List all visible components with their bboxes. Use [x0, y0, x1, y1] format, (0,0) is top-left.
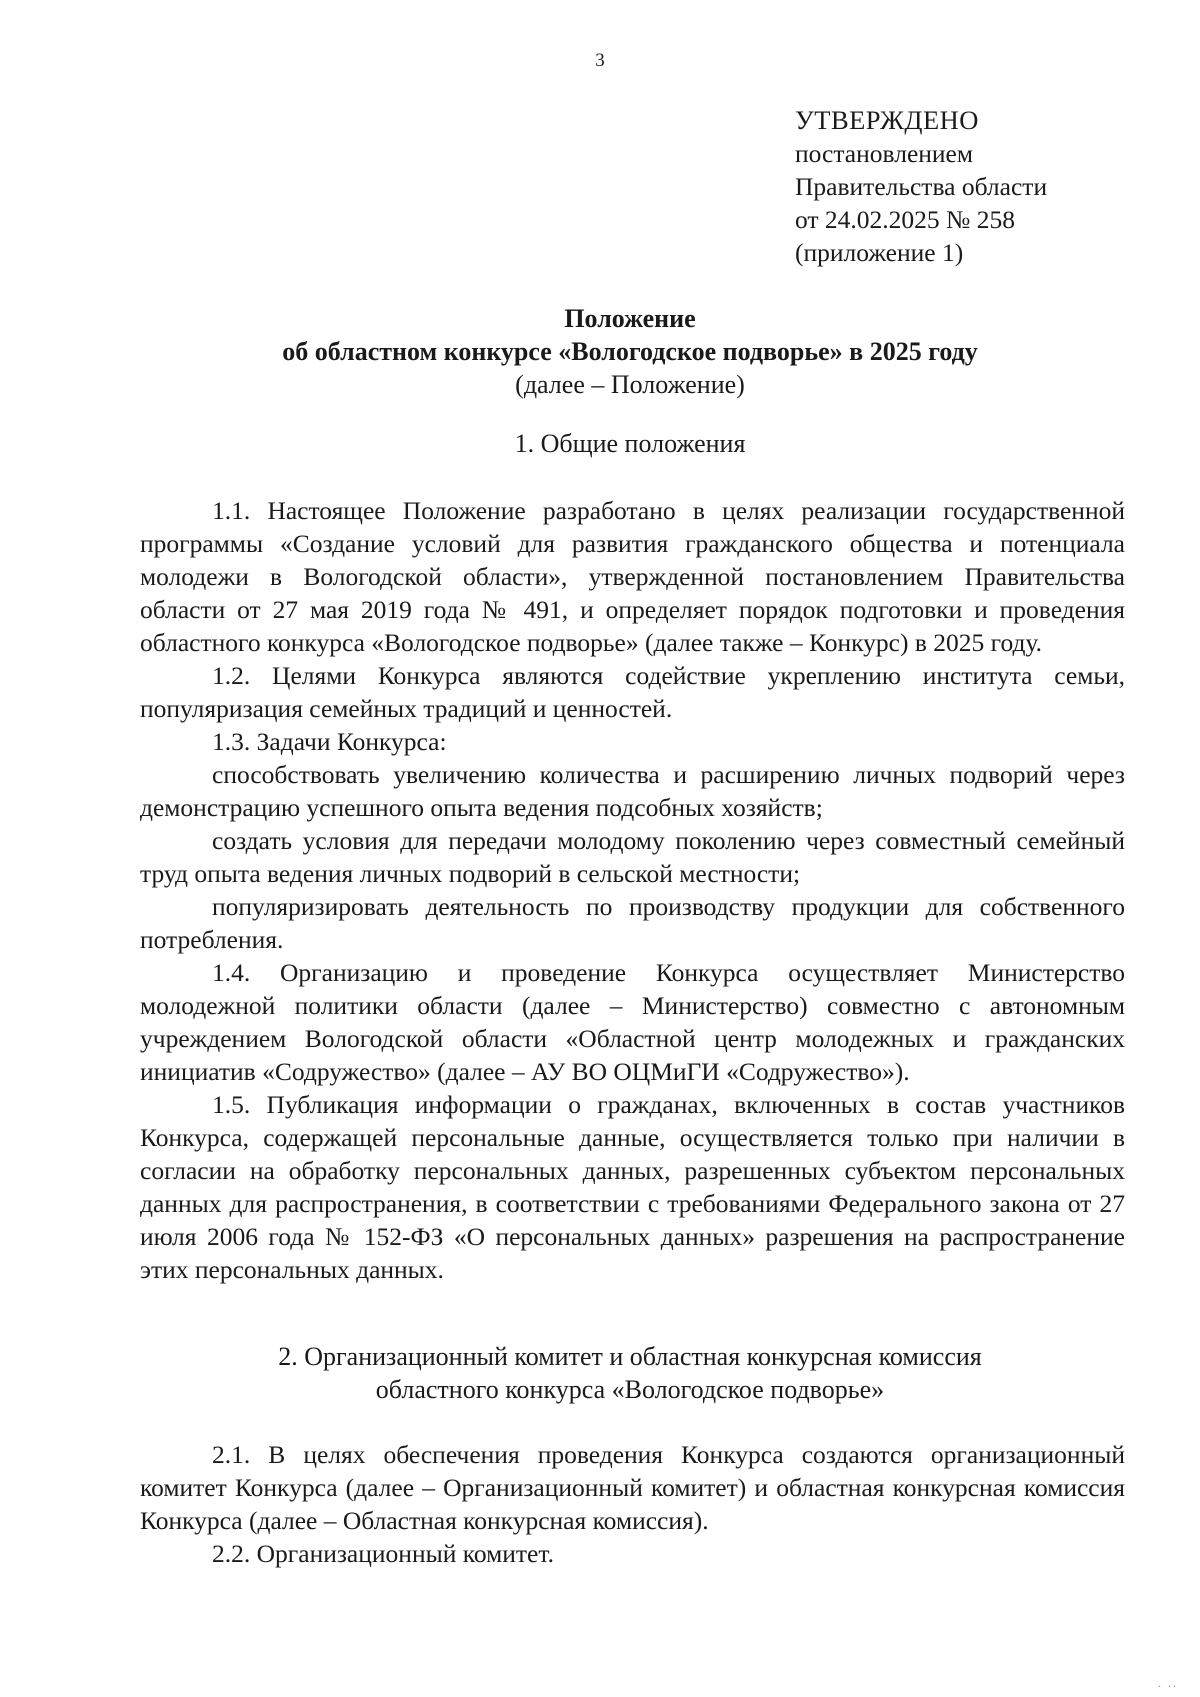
paragraph-1-2: 1.2. Целями Конкурса являются содействие укреплению института семьи, популяризация семейных традиций и ценностей. — [140, 661, 1125, 723]
paragraph-1-1: 1.1. Настоящее Положение разработано в целях реализации государственной программы «Создание условий для развития гражданского общества и потенциала молодежи в Вологодской области», утвержденной постановлением Правительства области от 27 мая 2019 года № 491, и определяет порядок подготовки и проведения областного конкурса «Вологодское подворье» (далее также – Конкурс) в 2025 году. — [140, 496, 1125, 657]
document-title-line-2: об областном конкурсе «Вологодское подворье» в 2025 году — [282, 337, 978, 366]
document-title-line-1: Положение — [564, 304, 696, 333]
paragraph-1-3-task-1: способствовать увеличению количества и расширению личных подворий через демонстрацию успешного опыта ведения подсобных хозяйств; — [140, 760, 1125, 822]
paragraph-2-1: 2.1. В целях обеспечения проведения Конкурса создаются организационный комитет Конкурса (далее – Организационный комитет) и областная конкурсная комиссия Конкурса (далее – Областная конкурсная комиссия). — [140, 1440, 1125, 1535]
section-1-body — [140, 494, 1125, 1286]
paragraph-1-3: 1.3. Задачи Конкурса: — [212, 727, 447, 756]
document-title-line-3: (далее – Положение) — [515, 370, 745, 399]
paragraph-1-4: 1.4. Организацию и проведение Конкурса осуществляет Министерство молодежной политики области (далее – Министерство) совместно с автономным учреждением Вологодской области «Областной центр молодежных и гражданских инициатив «Содружество» (далее – АУ ВО ОЦМиГИ «Содружество»). — [140, 958, 1125, 1086]
paragraph-1-3-task-2: создать условия для передачи молодому поколению через совместный семейный труд опыта ведения личных подворий в сельской местности; — [140, 826, 1125, 888]
section-2-heading-line-2: областного конкурса «Вологодское подворье» — [375, 1375, 885, 1404]
scan-corner-mark: . .. — [1158, 1676, 1178, 1690]
paragraph-1-3-task-3: популяризировать деятельность по производству продукции для собственного потребления. — [140, 892, 1125, 954]
document-title — [140, 302, 1120, 401]
section-2-heading-line-1: 2. Организационный комитет и областная конкурсная комиссия — [278, 1342, 982, 1371]
approval-line-3: от 24.02.2025 № 258 — [795, 205, 1016, 234]
approval-title: УТВЕРЖДЕНО — [795, 105, 979, 135]
approval-line-1: постановлением — [795, 139, 974, 168]
approval-line-4: (приложение 1) — [795, 238, 964, 267]
paragraph-1-5: 1.5. Публикация информации о гражданах, включенных в состав участников Конкурса, содержащей персональные данные, осуществляется только при наличии в согласии на обработку персональных данных, разрешенных субъектом персональных данных для распространения, в соответствии с требованиями Федерального закона от 27 июля 2006 года № 152-ФЗ «О персональных данных» разрешения на распространение этих персональных данных. — [140, 1090, 1125, 1284]
section-2-heading — [140, 1340, 1120, 1406]
approval-line-2: Правительства области — [795, 172, 1048, 201]
page-number: 3 — [595, 50, 605, 71]
paragraph-2-2: 2.2. Организационный комитет. — [212, 1539, 554, 1568]
approval-stamp-block — [795, 104, 1047, 269]
section-1-heading: 1. Общие положения — [514, 429, 746, 458]
section-2-body — [140, 1438, 1125, 1570]
